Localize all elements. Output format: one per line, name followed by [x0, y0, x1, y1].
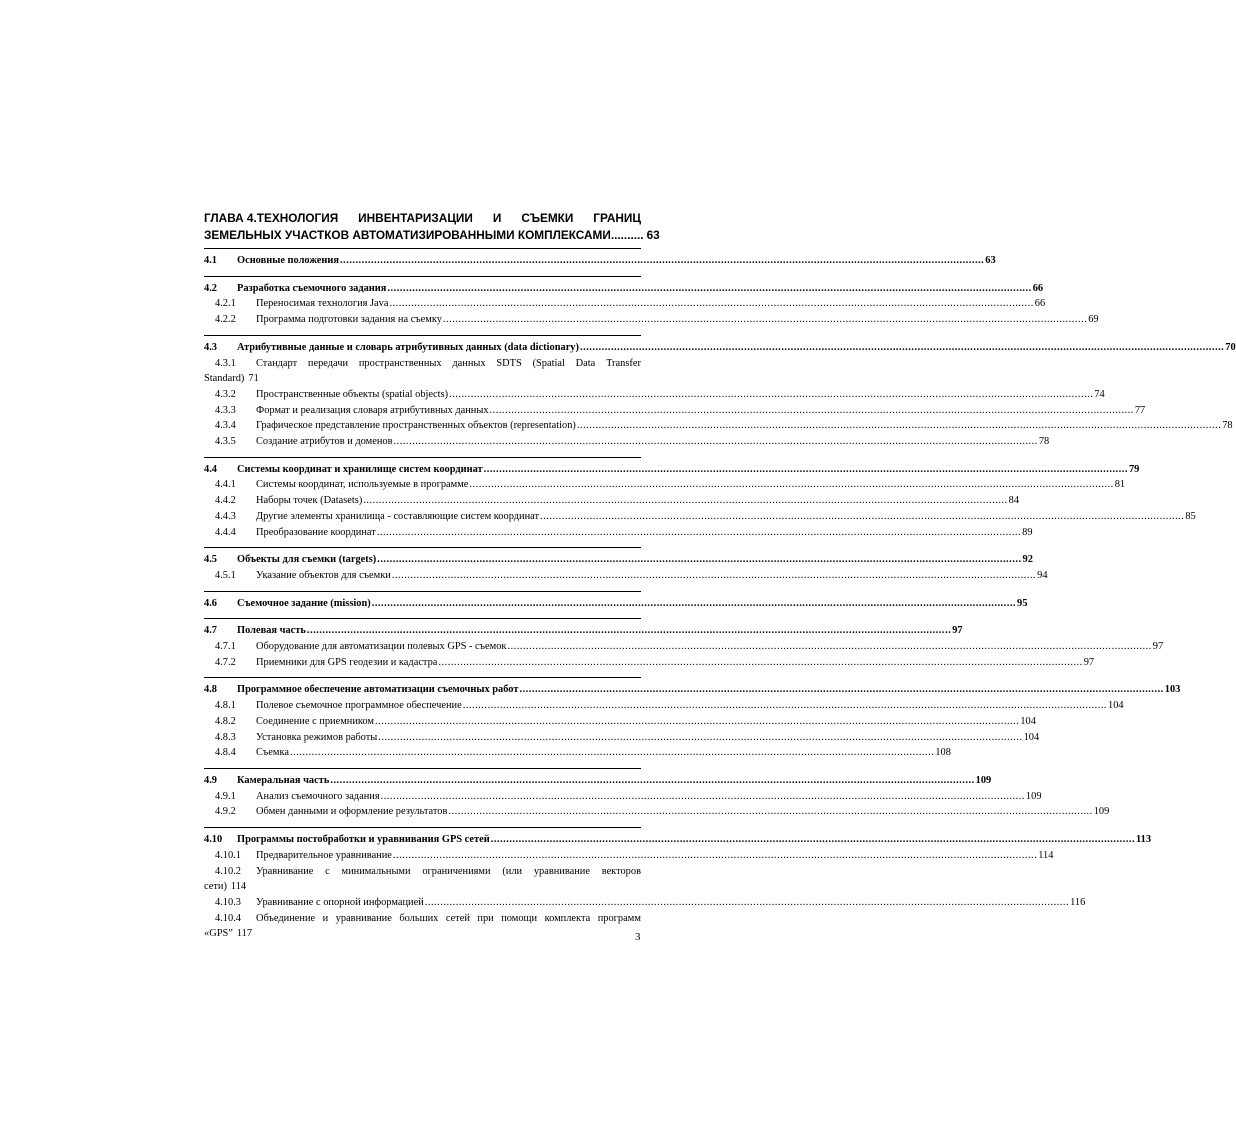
toc-entry-level1 [204, 281, 1044, 297]
toc-entry-level2-wrapped [204, 864, 641, 895]
entry-page: 81 [1114, 479, 1126, 491]
entry-title: Создание атрибутов и доменов [256, 436, 393, 448]
entry-title: Съемка [256, 747, 289, 759]
leader-dots [519, 682, 1163, 698]
entry-page: 74 [1094, 388, 1105, 400]
leader-dots [491, 832, 1135, 848]
entry-word: уравнивание [533, 865, 590, 877]
entry-page: 97 [952, 625, 963, 637]
entry-number: 4.3.5 [215, 436, 236, 448]
toc-entry-level1 [204, 832, 1152, 848]
entry-title: Объекты для съемки (targets) [237, 554, 377, 566]
entry-number: 4.9 [204, 774, 217, 786]
toc-section [204, 457, 1196, 541]
entry-number: 4.8.4 [215, 747, 236, 759]
toc-section [204, 618, 1164, 670]
chapter-word: ИНВЕНТАРИЗАЦИИ [358, 211, 473, 225]
entry-page: 66 [1032, 282, 1044, 294]
entry-title-line1 [256, 911, 641, 927]
entry-title: Другие элементы хранилища - составляющие систем координат [256, 510, 540, 522]
entry-page: 104 [1023, 731, 1040, 743]
entry-page: 97 [1152, 641, 1164, 653]
entry-number: 4.8.1 [215, 700, 236, 712]
toc-entry-level2 [204, 387, 1105, 403]
page-number: 3 [635, 931, 641, 943]
entry-page: 78 [1222, 420, 1233, 432]
entry-number: 4.2.1 [215, 298, 236, 310]
entry-page: 97 [1083, 656, 1095, 668]
entry-number: 4.6 [204, 597, 217, 609]
toc-entry-level2 [204, 296, 1046, 312]
entry-title: Полевое съемочное программное обеспечение [256, 700, 462, 712]
entry-word: с [325, 865, 330, 877]
entry-page: 114 [230, 881, 247, 893]
entry-word: больших [399, 912, 439, 924]
entry-page: 103 [1164, 684, 1181, 696]
entry-page: 109 [975, 774, 992, 786]
leader-dots [540, 509, 1184, 525]
toc-entry-level2 [204, 698, 1124, 714]
leader-dots [449, 387, 1093, 403]
entry-title: Камеральная часть [237, 774, 330, 786]
leader-dots [438, 655, 1082, 671]
entry-number: 4.10.1 [215, 849, 241, 861]
entry-number: 4.3.2 [215, 388, 236, 400]
toc-entry-level2 [204, 895, 1086, 911]
entry-word: комплекта [544, 912, 591, 924]
leader-dots [377, 552, 1021, 568]
toc-entry-level1 [204, 462, 1140, 478]
entry-number: 4.8 [204, 684, 217, 696]
entry-page: 109 [1093, 806, 1110, 818]
entry-title: Установка режимов работы [256, 731, 378, 743]
entry-page: 70 [1225, 341, 1236, 353]
entry-number: 4.4.2 [215, 495, 236, 507]
entry-page: 77 [1134, 404, 1146, 416]
toc-section [204, 827, 1152, 942]
entry-word: Стандарт [256, 357, 298, 369]
toc-entry-level1 [204, 340, 1236, 356]
toc-entry-level2 [204, 403, 1146, 419]
entry-line1 [204, 864, 641, 880]
entry-word: минимальными [341, 865, 411, 877]
entry-title: Преобразование координат [256, 526, 376, 538]
leader-dots [375, 714, 1019, 730]
entry-page: 95 [1017, 597, 1028, 609]
entry-number: 4.10.3 [215, 896, 241, 908]
entry-number: 4.4.3 [215, 510, 236, 522]
toc-section [204, 677, 1181, 761]
entry-number: 4.7 [204, 625, 217, 637]
entry-word: помощи [501, 912, 538, 924]
entry-title: Обмен данными и оформление результатов [256, 806, 448, 818]
entry-page: 117 [236, 928, 253, 940]
leader-dots [372, 596, 1016, 612]
entry-title: Атрибутивные данные и словарь атрибутивных данных (data dictionary) [237, 341, 579, 353]
entry-number: 4.10.2 [215, 865, 241, 877]
entry-title: Съемочное задание (mission) [237, 597, 371, 609]
entry-page: 108 [935, 747, 951, 759]
toc-entry-level2 [204, 418, 1233, 434]
toc-entry-level2 [204, 434, 1050, 450]
entry-word: (Spatial [532, 357, 565, 369]
toc-section [204, 768, 1110, 820]
toc-section [204, 248, 996, 269]
chapter-page: 63 [646, 228, 660, 242]
toc-entry-level1 [204, 623, 963, 639]
leader-dots [463, 698, 1107, 714]
leader-dots [469, 477, 1113, 493]
entry-number: 4.2 [204, 282, 217, 294]
entry-number: 4.3.3 [215, 404, 236, 416]
toc-entry-level2-wrapped [204, 911, 641, 942]
leader-dots [577, 418, 1221, 434]
entry-number: 4.2.2 [215, 314, 236, 326]
leader-dots [381, 789, 1025, 805]
entry-number: 4.3.1 [215, 357, 236, 369]
entry-title-line1 [256, 356, 641, 372]
entry-line2 [204, 371, 641, 387]
toc-section [204, 335, 1236, 450]
entry-number: 4.4.1 [215, 479, 236, 491]
toc-section [204, 547, 1048, 583]
toc-entry-level2 [204, 804, 1110, 820]
entry-word: уравнивание [335, 912, 392, 924]
toc-entry-level2 [204, 568, 1048, 584]
entry-title: Указание объектов для съемки [256, 569, 391, 581]
entry-title: Программное обеспечение автоматизации съемочных работ [237, 684, 519, 696]
leader-dots [393, 848, 1037, 864]
entry-title: Приемники для GPS геодезии и кадастра [256, 656, 438, 668]
leader-dots [389, 296, 1033, 312]
entry-line2 [204, 926, 641, 942]
leader-dots [330, 773, 974, 789]
toc-entry-level2 [204, 730, 1040, 746]
entry-title: Графическое представление пространственных объектов (representation) [256, 420, 576, 432]
entry-title-line2: «GPS” [204, 928, 233, 940]
entry-page: 84 [1008, 495, 1020, 507]
entry-word: программ [597, 912, 641, 924]
entry-word: (или [502, 865, 523, 877]
toc-entry-level2 [204, 493, 1020, 509]
leader-dots [443, 312, 1087, 328]
entry-word: пространственных [358, 357, 442, 369]
chapter-heading [204, 210, 660, 244]
leader-dots [377, 525, 1021, 541]
leader-dots [387, 281, 1031, 297]
entry-title: Системы координат, используемые в программе [256, 479, 469, 491]
entry-page: 104 [1108, 700, 1124, 712]
entry-number: 4.7.2 [215, 656, 236, 668]
toc-entry-level1 [204, 552, 1033, 568]
entry-title: Разработка съемочного задания [237, 282, 387, 294]
entry-title: Формат и реализация словаря атрибутивных данных [256, 404, 489, 416]
leader-dots [484, 462, 1128, 478]
toc-entry-level1 [204, 253, 996, 269]
entry-line2 [204, 879, 641, 895]
leader-dots [448, 804, 1092, 820]
entry-word: Уравнивание [256, 865, 314, 877]
entry-title: Анализ съемочного задания [256, 790, 380, 802]
entry-number: 4.9.1 [215, 790, 236, 802]
entry-page: 113 [1136, 834, 1152, 846]
table-of-contents [204, 210, 1236, 942]
entry-number: 4.3 [204, 341, 217, 353]
toc-entry-level2 [204, 745, 951, 761]
entry-word: при [477, 912, 494, 924]
chapter-leader-dots: .......... [610, 228, 644, 242]
entry-number: 4.9.2 [215, 806, 236, 818]
entry-page: 85 [1185, 510, 1196, 522]
chapter-heading-line2 [204, 227, 660, 244]
entry-title: Переносимая технология Java [256, 298, 389, 310]
entry-title: Наборы точек (Datasets) [256, 495, 363, 507]
chapter-word: ГРАНИЦ [593, 211, 641, 225]
toc-entry-level2 [204, 525, 1033, 541]
entry-page: 89 [1022, 526, 1033, 538]
entry-title: Основные положения [237, 255, 339, 266]
entry-line1 [204, 356, 641, 372]
entry-title: Уравнивание с опорной информацией [256, 896, 424, 908]
entry-title: Программа подготовки задания на съемку [256, 314, 442, 326]
entry-number: 4.4 [204, 463, 217, 475]
entry-title: Полевая часть [237, 625, 306, 637]
chapter-word: И [492, 211, 502, 225]
entry-title: Программы постобработки и уравнивания GPS сетей [237, 834, 490, 846]
toc-entry-level2-wrapped [204, 356, 641, 387]
toc-entry-level2 [204, 655, 1095, 671]
leader-dots [307, 623, 951, 639]
chapter-title-rest: ЗЕМЕЛЬНЫХ УЧАСТКОВ АВТОМАТИЗИРОВАННЫМИ КОМПЛЕКСАМИ [204, 228, 611, 242]
toc-entry-level2 [204, 312, 1099, 328]
entry-page: 66 [1034, 298, 1046, 310]
entry-page: 79 [1128, 463, 1140, 475]
leader-dots [340, 253, 984, 269]
entry-word: данных [452, 357, 486, 369]
entry-title: Системы координат и хранилище систем координат [237, 463, 483, 475]
toc-entry-level2 [204, 714, 1036, 730]
entry-title-line1 [256, 864, 641, 880]
entry-number: 4.5.1 [215, 569, 236, 581]
entry-page: 63 [985, 255, 996, 266]
entry-word: SDTS [496, 357, 522, 369]
entry-number: 4.8.3 [215, 731, 236, 743]
toc-entry-level2 [204, 477, 1126, 493]
chapter-word: СЪЕМКИ [521, 211, 574, 225]
toc-entry-level1 [204, 596, 1028, 612]
entry-line1 [204, 911, 641, 927]
entry-number: 4.10 [204, 834, 223, 846]
entry-word: ограничениями [422, 865, 491, 877]
entry-page: 94 [1037, 569, 1048, 581]
toc-entry-level1 [204, 682, 1181, 698]
toc-entry-level1 [204, 773, 992, 789]
chapter-word: ГЛАВА 4.ТЕХНОЛОГИЯ [204, 211, 339, 225]
leader-dots [580, 340, 1224, 356]
entry-page: 104 [1020, 715, 1036, 727]
toc-entry-level2 [204, 509, 1196, 525]
toc-entry-level2 [204, 848, 1054, 864]
entry-word: Объединение [256, 912, 316, 924]
entry-title-line2: сети) [204, 881, 227, 893]
entry-title-line2: Standard) [204, 373, 245, 385]
leader-dots [507, 639, 1151, 655]
entry-title: Соединение с приемником [256, 715, 375, 727]
entry-page: 109 [1025, 790, 1042, 802]
entry-word: Data [575, 357, 596, 369]
entry-word: сетей [445, 912, 470, 924]
toc-sections [204, 248, 1236, 942]
leader-dots [290, 745, 934, 761]
entry-page: 78 [1038, 436, 1050, 448]
entry-number: 4.3.4 [215, 420, 236, 432]
leader-dots [363, 493, 1007, 509]
leader-dots [378, 730, 1022, 746]
chapter-heading-line1 [204, 210, 641, 227]
entry-word: и [322, 912, 329, 924]
leader-dots [392, 568, 1036, 584]
toc-section [204, 591, 1028, 612]
entry-number: 4.8.2 [215, 715, 236, 727]
entry-number: 4.1 [204, 255, 217, 266]
entry-page: 116 [1070, 896, 1086, 908]
entry-word: передачи [307, 357, 349, 369]
leader-dots [490, 403, 1134, 419]
entry-page: 92 [1022, 554, 1033, 566]
entry-number: 4.10.4 [215, 912, 241, 924]
entry-title: Оборудование для автоматизации полевых GPS - съемок [256, 641, 507, 653]
entry-title: Пространственные объекты (spatial objects) [256, 388, 449, 400]
toc-section [204, 276, 1099, 328]
toc-entry-level2 [204, 789, 1042, 805]
entry-page: 114 [1038, 849, 1054, 861]
entry-number: 4.7.1 [215, 641, 236, 653]
leader-dots [425, 895, 1069, 911]
entry-page: 69 [1088, 314, 1099, 326]
entry-word: Transfer [606, 357, 641, 369]
entry-title: Предварительное уравнивание [256, 849, 392, 861]
toc-entry-level2 [204, 639, 1164, 655]
entry-word: векторов [601, 865, 641, 877]
entry-number: 4.4.4 [215, 526, 236, 538]
entry-page: 71 [248, 373, 259, 385]
entry-number: 4.5 [204, 554, 217, 566]
leader-dots [394, 434, 1038, 450]
